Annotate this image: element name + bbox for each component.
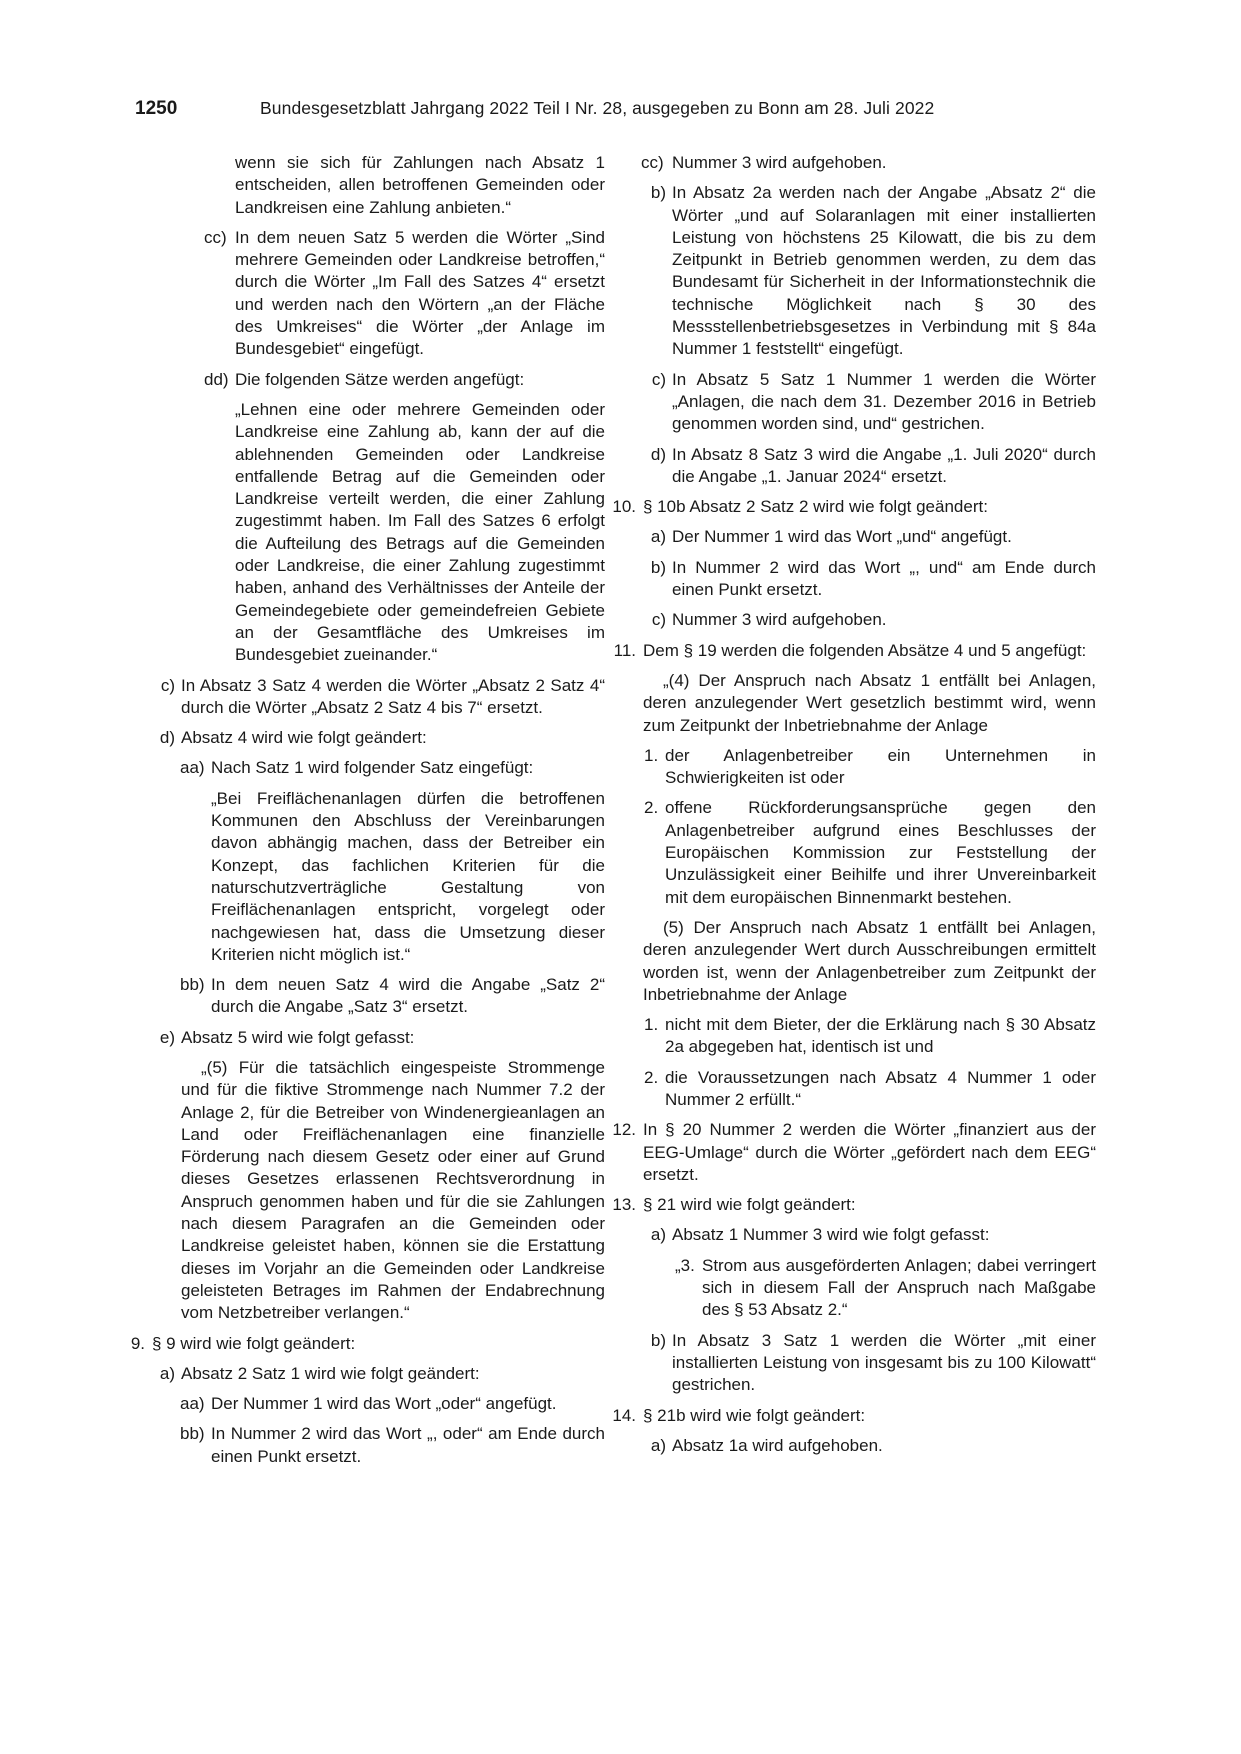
item-text: In Absatz 2a werden nach der Angabe „Absatz 2“ die Wörter „und auf Solaranlagen mit einer installierten Leistung von höchstens 25 Kilowatt, die bis zu dem Zeitpunkt in Betrieb genommen werden, zu dem das Bundesamt für Sicherheit in der Informationstechnik die technische Möglichkeit nach § 30 des Messstellenbetriebsgesetzes in Verbindung mit § 84a Nummer 1 feststellt“ eingefügt. bbox=[672, 183, 1096, 359]
item-text: Der Nummer 1 wird das Wort „und“ angefügt. bbox=[672, 527, 1012, 547]
list-item bbox=[650, 182, 1096, 360]
list-item bbox=[650, 557, 1096, 602]
item-marker: dd) bbox=[204, 369, 229, 389]
list-item bbox=[650, 1435, 1096, 1457]
item-marker: aa) bbox=[180, 1394, 205, 1414]
item-marker: 2. bbox=[644, 1067, 659, 1087]
item-text: In Absatz 5 Satz 1 Nummer 1 werden die Wörter „Anlagen, die nach dem 31. Dezember 2016 in Betrieb genommen worden sind, und“ gestrichen. bbox=[672, 369, 1096, 434]
list-item bbox=[650, 1224, 1096, 1246]
list-item bbox=[180, 1393, 605, 1415]
item-text: „Lehnen eine oder mehrere Gemeinden oder Landkreise eine Zahlung ab, kann der auf die ablehnenden Gemeinden oder Landkreise entfallende Betrag auf die Gemeinden oder Landkreise verteilt werden, die einer Zahlung zugestimmt haben. Im Fall des Satzes 6 erfolgt die Aufteilung des Betrags auf die Gemeinden oder Landkreise, die einer Zahlung zugestimmt haben, anhand des Verhältnisses der Anteile der Gemeindegebiete oder gemeindefreien Gebiete an der Gesamtfläche des Umkreises im Bundesgebiet zueinander.“ bbox=[235, 399, 605, 665]
item-text: Dem § 19 werden die folgenden Absätze 4 und 5 angefügt: bbox=[643, 640, 1087, 660]
list-item bbox=[650, 1330, 1096, 1397]
item-text: § 21b wird wie folgt geändert: bbox=[643, 1405, 866, 1425]
item-marker: 10. bbox=[612, 497, 636, 517]
item-marker: cc) bbox=[641, 153, 664, 172]
item-text: § 10b Absatz 2 Satz 2 wird wie folgt geändert: bbox=[643, 497, 988, 517]
right-column bbox=[612, 152, 1096, 1457]
item-text: In Nummer 2 wird das Wort „, und“ am Ende durch einen Punkt ersetzt. bbox=[672, 557, 1096, 600]
item-text: „(4) Der Anspruch nach Absatz 1 entfällt bei Anlagen, deren anzulegender Wert gesetzlich bestimmt wird, wenn zum Zeitpunkt der Inbetriebnahme der Anlage bbox=[643, 670, 1096, 735]
item-text: Absatz 2 Satz 1 wird wie folgt geändert: bbox=[181, 1363, 480, 1383]
list-item bbox=[675, 1255, 1096, 1322]
list-item bbox=[180, 1423, 605, 1468]
list-item bbox=[612, 1119, 1096, 1186]
item-text: der Anlagenbetreiber ein Unternehmen in Schwierigkeiten ist oder bbox=[665, 745, 1096, 788]
item-marker: cc) bbox=[204, 227, 227, 247]
item-marker: 12. bbox=[612, 1120, 636, 1140]
page-header bbox=[135, 98, 1111, 128]
item-marker: c) bbox=[651, 610, 666, 630]
item-marker: d) bbox=[650, 444, 666, 464]
item-marker: b) bbox=[650, 1330, 666, 1350]
list-item bbox=[651, 609, 1096, 631]
paragraph bbox=[211, 788, 605, 966]
left-column bbox=[130, 152, 605, 1468]
item-text: In Nummer 2 wird das Wort „, oder“ am Ende durch einen Punkt ersetzt. bbox=[211, 1424, 605, 1466]
list-item bbox=[613, 640, 1096, 662]
list-item bbox=[612, 1405, 1096, 1427]
paragraph bbox=[235, 399, 605, 667]
item-text: In dem neuen Satz 4 wird die Angabe „Satz 2“ durch die Angabe „Satz 3“ ersetzt. bbox=[211, 975, 605, 1017]
list-item bbox=[160, 675, 605, 720]
item-text: (5) Der Anspruch nach Absatz 1 entfällt bei Anlagen, deren anzulegender Wert durch Ausschreibungen ermittelt worden ist, wenn der Anlagenbetreiber zum Zeitpunkt der Inbetriebnahme der Anlage bbox=[643, 917, 1096, 1004]
item-marker: a) bbox=[650, 527, 666, 547]
item-marker: 1. bbox=[644, 745, 659, 765]
item-text: Absatz 4 wird wie folgt geändert: bbox=[181, 728, 427, 748]
list-item bbox=[130, 1333, 605, 1355]
item-text: In Absatz 8 Satz 3 wird die Angabe „1. Juli 2020“ durch die Angabe „1. Januar 2024“ ersetzt. bbox=[672, 444, 1096, 486]
item-text: In dem neuen Satz 5 werden die Wörter „Sind mehrere Gemeinden oder Landkreise betroffen,“ durch die Wörter „Im Fall des Satzes 4“ ersetzt und werden nach den Wörtern „an der Fläche des Umkreises“ die Wörter „der Anlage im Bundesgebiet“ eingefügt. bbox=[235, 227, 605, 359]
list-item bbox=[180, 757, 605, 779]
item-marker: bb) bbox=[180, 975, 205, 995]
list-item bbox=[644, 1067, 1096, 1112]
list-item bbox=[159, 727, 605, 749]
item-marker: c) bbox=[651, 369, 666, 389]
list-item bbox=[180, 974, 605, 1019]
item-text: Strom aus ausgeförderten Anlagen; dabei verringert sich in diesem Fall der Anspruch nach Maßgabe des § 53 Absatz 2.“ bbox=[702, 1255, 1096, 1320]
item-marker: c) bbox=[160, 675, 175, 695]
item-text: § 21 wird wie folgt geändert: bbox=[643, 1195, 856, 1215]
item-text: offene Rückforderungsansprüche gegen den Anlagenbetreiber aufgrund eines Beschlusses der Europäischen Kommission zur Feststellung der Unzulässigkeit einer Beihilfe und ihrer Unvereinbarkeit mit dem europäischen Binnenmarkt bestehen. bbox=[665, 798, 1096, 907]
item-text: Absatz 1 Nummer 3 wird wie folgt gefasst: bbox=[672, 1225, 990, 1245]
list-item bbox=[204, 369, 605, 391]
list-item bbox=[612, 496, 1096, 518]
item-marker: b) bbox=[650, 557, 666, 577]
list-item bbox=[650, 526, 1096, 548]
item-text: Der Nummer 1 wird das Wort „oder“ angefügt. bbox=[211, 1394, 557, 1414]
item-marker: bb) bbox=[180, 1424, 205, 1444]
item-marker: 11. bbox=[613, 640, 636, 660]
item-text: nicht mit dem Bieter, der die Erklärung nach § 30 Absatz 2a abgegeben hat, identisch ist und bbox=[665, 1015, 1096, 1057]
item-text: Nummer 3 wird aufgehoben. bbox=[672, 153, 887, 172]
item-marker: b) bbox=[650, 183, 666, 203]
item-text: Die folgenden Sätze werden angefügt: bbox=[235, 369, 525, 389]
item-text: Nummer 3 wird aufgehoben. bbox=[672, 610, 887, 630]
item-text: die Voraussetzungen nach Absatz 4 Nummer 1 oder Nummer 2 erfüllt.“ bbox=[665, 1067, 1096, 1109]
paragraph bbox=[643, 670, 1096, 737]
item-marker: a) bbox=[650, 1225, 666, 1245]
list-item bbox=[612, 1194, 1096, 1216]
item-text: § 9 wird wie folgt geändert: bbox=[152, 1333, 356, 1353]
item-marker: 2. bbox=[644, 798, 659, 818]
list-item bbox=[159, 1363, 605, 1385]
list-item bbox=[204, 227, 605, 361]
item-text: wenn sie sich für Zahlungen nach Absatz 1 entscheiden, allen betroffenen Gemeinden oder Landkreisen eine Zahlung anbieten.“ bbox=[235, 153, 605, 217]
paragraph bbox=[181, 1057, 605, 1325]
item-text: „(5) Für die tatsächlich eingespeiste Strommenge und für die fiktive Strommenge nach Nummer 7.2 der Anlage 2, für die Betreiber von Windenergieanlagen an Land oder Freiflächenanlagen eine finanzielle Förderung nach diesem Gesetz oder einer auf Grund dieses Gesetzes erlassenen Rechtsverordnung in Anspruch genommen haben und für die sie Zahlungen nach diesem Paragrafen an die Gemeinden oder Landkreise geleistet haben, können sie die Erstattung dieses im Vorjahr an die Gemeinden oder Landkreise geleisteten Betrages im Rahmen der Endabrechnung vom Netzbetreiber verlangen.“ bbox=[181, 1057, 605, 1323]
item-text: Nach Satz 1 wird folgender Satz eingefügt: bbox=[211, 758, 534, 778]
item-marker: e) bbox=[159, 1027, 175, 1047]
item-marker: 9. bbox=[130, 1333, 145, 1353]
paragraph bbox=[643, 917, 1096, 1006]
list-item bbox=[644, 745, 1096, 790]
item-marker: 1. bbox=[644, 1015, 659, 1035]
list-item bbox=[644, 1014, 1096, 1059]
list-item bbox=[650, 444, 1096, 489]
list-item bbox=[641, 152, 1096, 174]
item-marker: 13. bbox=[612, 1195, 636, 1215]
page-number: 1250 bbox=[135, 98, 178, 119]
item-marker: a) bbox=[650, 1435, 666, 1455]
item-text: Absatz 5 wird wie folgt gefasst: bbox=[181, 1027, 415, 1047]
item-marker: d) bbox=[159, 728, 175, 748]
paragraph bbox=[235, 152, 605, 219]
list-item bbox=[651, 369, 1096, 436]
item-marker: 14. bbox=[612, 1405, 636, 1425]
running-head: Bundesgesetzblatt Jahrgang 2022 Teil I Nr. 28, ausgegeben zu Bonn am 28. Juli 2022 bbox=[260, 98, 935, 118]
item-text: In § 20 Nummer 2 werden die Wörter „finanziert aus der EEG-Umlage“ durch die Wörter „gefördert nach dem EEG“ ersetzt. bbox=[643, 1120, 1096, 1184]
item-text: Absatz 1a wird aufgehoben. bbox=[672, 1435, 883, 1455]
item-text: In Absatz 3 Satz 1 werden die Wörter „mit einer installierten Leistung von insgesamt bis zu 100 Kilowatt“ gestrichen. bbox=[672, 1330, 1096, 1395]
item-marker: „3. bbox=[675, 1255, 695, 1275]
item-marker: aa) bbox=[180, 758, 205, 778]
list-item bbox=[159, 1027, 605, 1049]
item-text: In Absatz 3 Satz 4 werden die Wörter „Absatz 2 Satz 4“ durch die Wörter „Absatz 2 Satz 4 bis 7“ ersetzt. bbox=[181, 675, 605, 717]
item-marker: a) bbox=[159, 1363, 175, 1383]
list-item bbox=[644, 797, 1096, 908]
item-text: „Bei Freiflächenanlagen dürfen die betroffenen Kommunen den Abschluss der Vereinbarungen davon abhängig machen, dass der Betreiber ein Konzept, das fachlichen Kriterien für die naturschutzverträgliche Gestaltung von Freiflächenanlagen entspricht, vorgelegt oder nachgewiesen hat, dass die Umsetzung dieser Kriterien nicht möglich ist.“ bbox=[211, 788, 605, 964]
